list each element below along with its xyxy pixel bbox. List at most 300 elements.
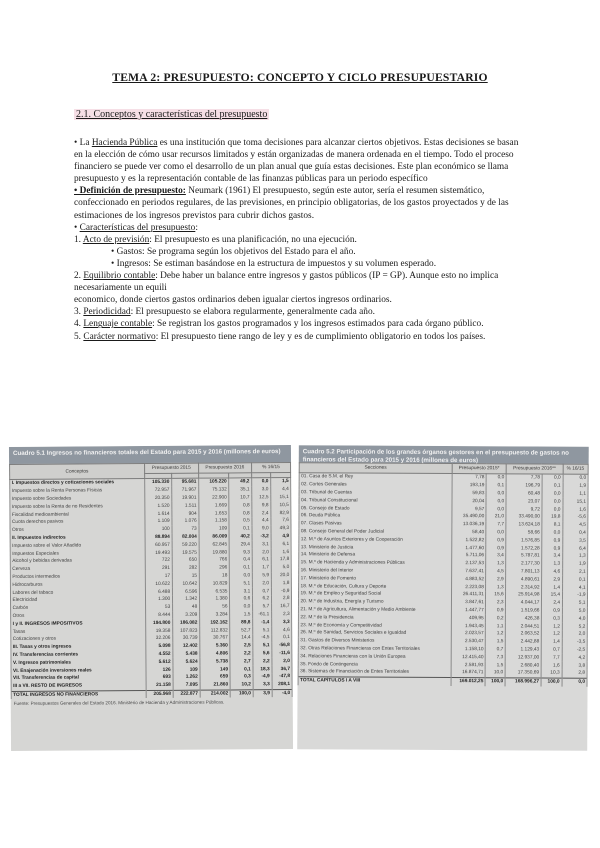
table-cell: 0,9 — [486, 544, 506, 552]
item-prevision — [74, 234, 526, 246]
table-cell: 05. Consejo de Estado — [299, 504, 452, 513]
table-cell: 2,4 — [541, 599, 562, 607]
table-cell: 8.444 — [145, 611, 172, 619]
table-cell: 0,1 — [229, 564, 252, 572]
paragraph-caracteristicas — [74, 222, 526, 234]
table-cell: 5,9 — [252, 572, 271, 580]
table-cell: 86.009 — [199, 533, 229, 541]
table-cell: TOTAL INGRESOS NO FINANCIEROS — [11, 690, 146, 699]
table-cell: 1.614 — [145, 510, 172, 518]
table-cell: TOTAL CAPÍTULOS I A VIII — [298, 676, 451, 685]
table-cell: 48 — [172, 603, 199, 611]
table-cell: 0,1 — [230, 665, 253, 673]
item-text: : Se registran los gastos programados y los ingresos estimados para cada órgano público. — [152, 319, 484, 330]
table-cell: 1,2 — [486, 630, 506, 638]
table-cell: 2.680,40 — [505, 661, 541, 669]
table-cell: 0,0 — [486, 498, 506, 506]
table-cell: 1,4 — [542, 584, 563, 592]
table-cell: 0,1 — [271, 634, 291, 642]
table-cell: 1.653 — [199, 510, 229, 518]
table-cell: 32.206 — [145, 635, 172, 643]
table-cell: 2,1 — [562, 568, 588, 576]
table-cell: 4,4 — [270, 486, 290, 494]
table-cell: 1,6 — [541, 662, 562, 670]
table-cell: 107.823 — [172, 627, 199, 635]
table-cell: 222.877 — [173, 690, 200, 698]
table-cell: 5,1 — [252, 626, 271, 634]
table-cell: 1.158 — [199, 517, 229, 525]
table-cell: 7,7 — [541, 654, 562, 662]
table-cell: 0,0 — [542, 474, 563, 482]
table-total-row — [298, 676, 587, 686]
item-normativo — [74, 331, 526, 343]
table-cell: 0,9 — [486, 607, 506, 615]
table-cell: 0,0 — [542, 490, 563, 498]
table-cell: 10,3 — [541, 669, 562, 677]
table-cell: 1,9 — [563, 482, 589, 490]
table-cell: 2.223,08 — [451, 583, 486, 591]
table-cell: 22. M.º de la Presidencia — [298, 614, 451, 623]
table-cell: 0,4 — [562, 529, 588, 537]
table-cell: 59,83 — [452, 490, 487, 498]
table-cell: 14. Ministerio de Defensa — [299, 551, 452, 560]
term-lenguaje: Lenguaje contable — [83, 319, 153, 330]
table-cell: 168.996,27 — [505, 678, 541, 686]
table-cell: 5.787,81 — [506, 552, 542, 560]
table-cell: 71.967 — [171, 486, 198, 494]
table-cell: III a VII. RESTO DE INGRESOS — [11, 682, 146, 691]
table-cell: 5,7 — [252, 603, 271, 611]
table-cell: Impuesto sobre Sociedades — [10, 495, 145, 504]
table-cell: 1,3 — [486, 560, 506, 568]
table-cell: 0,0 — [229, 572, 252, 580]
table-cell: 9,72 — [506, 506, 542, 514]
table-cell: 126 — [146, 666, 173, 674]
table-cell: 4,1 — [562, 584, 588, 592]
table-cell: -0,9 — [271, 587, 291, 595]
table-cell: 4,6 — [271, 626, 291, 634]
table-cell: II. Impuestos indirectos — [10, 534, 145, 543]
table-cell: 2.530,47 — [451, 638, 486, 646]
table-cell: 0,4 — [229, 556, 252, 564]
table-cell: 1,3 — [486, 583, 506, 591]
table-cell: 192.162 — [199, 619, 229, 627]
column-header: Secciones — [299, 463, 452, 474]
table-cell: 3,3 — [253, 681, 272, 689]
table-cell: 01. Casa de S.M. el Rey — [299, 473, 452, 482]
table-cell: 2,0 — [272, 657, 292, 665]
table-cell: 0,9 — [486, 537, 506, 545]
column-header: Presupuesto 2016 — [198, 463, 251, 473]
table-cell: 3.284 — [199, 611, 229, 619]
item-text: : El presupuesto tiene rango de ley y es de cumplimiento obligatorio en todos los países. — [155, 331, 486, 342]
table-cell: 58,40 — [452, 529, 487, 537]
table-caption: Cuadro 5.2 Participación de los grandes órganos gestores en el presupuesto de gastos no financieros del Estado para 2015 y 2016 (millones de euros) — [299, 445, 589, 464]
table-cell: 193,19 — [452, 482, 487, 490]
table-cell: 4,0 — [562, 615, 588, 623]
table-cell: 1,2 — [541, 630, 562, 638]
table-cell: 7.637,41 — [451, 568, 486, 576]
table-cell: 14,4 — [230, 634, 253, 642]
table-cell: Impuesto sobre el Valor Añadido — [10, 541, 145, 550]
table-cell: 3,9 — [253, 689, 272, 697]
table-cell: VII. Transferencias de capital — [11, 674, 146, 683]
table-cell: 2,5 — [230, 642, 253, 650]
table-cell: Electricidad — [10, 596, 145, 605]
table-cell: 1,2 — [541, 623, 562, 631]
table-cell: 26.411,31 — [451, 591, 486, 599]
table-cell: 21. M.º de Agricultura, Alimentación y Medio Ambiente — [298, 606, 451, 615]
table-cell: 5,1 — [562, 599, 588, 607]
table-cell: 1.109 — [145, 518, 172, 526]
table-cell: 1.511 — [172, 502, 199, 510]
table-cell: 16.874,71 — [451, 669, 486, 677]
table-cell: 1.300 — [145, 596, 172, 604]
table-cell: 2,7 — [230, 658, 253, 666]
table-cell: Hidrocarburos — [10, 580, 145, 589]
table-cell: 0,1 — [229, 525, 252, 533]
table-cell: 4,6 — [542, 568, 563, 576]
table-cell: 0,3 — [541, 615, 562, 623]
table-cell: 19.575 — [172, 549, 199, 557]
table-cell: 100 — [145, 526, 172, 534]
table-cell: 722 — [145, 557, 172, 565]
table-cell: 2.442,88 — [505, 638, 541, 646]
table-cell: 20,04 — [452, 497, 487, 505]
table-cell: 4.552 — [146, 650, 173, 658]
table-cell: 2.581,93 — [451, 661, 486, 669]
table-cell: 208,1 — [272, 681, 292, 689]
table-cell: 296 — [199, 564, 229, 572]
term-definicion: • Definición de presupuesto: — [74, 186, 186, 197]
table-cell: IV. Transferencias corrientes — [11, 651, 146, 660]
table-cell: 17,8 — [271, 556, 291, 564]
item-number: 3. — [74, 307, 84, 318]
term-equilibrio: Equilibrio contable — [83, 271, 156, 282]
table-cell: Tasas — [11, 627, 146, 636]
table-cell: 15 — [172, 572, 199, 580]
table-cell: 34. Relaciones Financieras con la Unión Europea — [298, 653, 451, 662]
paragraph-definicion — [74, 185, 526, 221]
table-cell: 3,4 — [486, 552, 506, 560]
table-cell: 5.438 — [173, 650, 200, 658]
table-cell: 0,0 — [251, 478, 270, 486]
table-cell: 1.477,60 — [451, 544, 486, 552]
table-cell: 6,1 — [271, 540, 291, 548]
table-cell: I. Impuestos directos y cotizaciones sociales — [10, 479, 145, 488]
table-cell: 32. Otras Relaciones Financieras con Entes Territoriales — [298, 645, 451, 654]
table-cell: 0,7 — [541, 646, 562, 654]
term-normativo: Carácter normativo — [83, 331, 156, 342]
item-text: : Debe haber un balance entre ingresos y gastos públicos (IP = GP). Aunque esto no implica necesariamente un equili — [74, 271, 499, 294]
table-cell: 12.415,40 — [451, 653, 486, 661]
table-cell: 2,8 — [271, 595, 291, 603]
table-cell: 17.350,69 — [505, 669, 541, 677]
table-cell: 5.711,06 — [451, 552, 486, 560]
table-cell: V. Ingresos patrimoniales — [11, 658, 146, 667]
table-cell: 1,4 — [541, 638, 562, 646]
table-cell: 1.943,45 — [451, 622, 486, 630]
table-cell: 100,0 — [230, 689, 253, 697]
item-number: 4. — [74, 319, 84, 330]
table-cell: 12,5 — [252, 494, 271, 502]
table-cell: 4,5 — [562, 521, 588, 529]
table-cell: 15,6 — [486, 591, 506, 599]
table-cell: 88.894 — [145, 533, 172, 541]
table-cell: 3,8 — [562, 662, 588, 670]
table-cell: 0,3 — [230, 673, 253, 681]
table-cell: 105.330 — [144, 478, 171, 486]
table-cell: 105.220 — [198, 478, 228, 487]
table-cell: 4,2 — [562, 654, 588, 662]
table-cell: 205.968 — [146, 690, 173, 698]
table-cell: 196,79 — [506, 482, 542, 490]
table-caption: Cuadro 5.1 Ingresos no financieros totales del Estado para 2015 y 2016 (millones de euros) — [9, 445, 291, 464]
paragraph-text: Neumark (1961) El presupuesto, según este autor, sería el resumen sistemático, confeccionado en periodos regulares, de las previsiones, en principio obligatorias, de los gastos proyectados y de las estimaciones de los ingresos previstos para cubrir dichos gastos. — [74, 186, 509, 221]
table-cell: 1.129,43 — [505, 646, 541, 654]
table-cell: 2,2 — [253, 657, 272, 665]
table-cell: 1.519,66 — [506, 607, 542, 615]
table-cell: 10,2 — [230, 681, 253, 689]
table-cell: 30.767 — [199, 634, 229, 642]
table-cell: Productos intermedios — [10, 573, 145, 582]
term-caracteristicas: Características del presupuesto — [79, 222, 196, 233]
table-cell: 52,7 — [230, 626, 253, 634]
table-cell: 0,9 — [542, 537, 563, 545]
column-header: % 16/15 — [563, 464, 589, 474]
table-cell: 49,2 — [229, 478, 252, 486]
table-cell: 23,07 — [506, 498, 542, 506]
table-cell: 3,3 — [271, 618, 291, 626]
table-cell: 1,8 — [271, 579, 291, 587]
table-cell: 0,9 — [541, 607, 562, 615]
table-cell: 9,3 — [229, 548, 252, 556]
table-cell: 03. Tribunal de Cuentas — [299, 489, 452, 498]
table-cell: III. Tasas y otros ingresos — [11, 643, 146, 652]
item-equilibrio-cont: economico, donde ciertos gastos ordinarios deben igualar ciertos ingresos ordinarios. — [74, 295, 392, 306]
table-cell: 4.044,17 — [506, 599, 542, 607]
table-cell: 1,9 — [562, 560, 588, 568]
table-cell: 07. Clases Pasivas — [299, 520, 452, 529]
table-cell: 2.137,53 — [451, 560, 486, 568]
table-cell: 26. M.º de Sanidad, Servicios Sociales e Igualdad — [298, 629, 451, 638]
table-cell: 5.098 — [145, 643, 172, 651]
table-cell: 4.890,61 — [506, 576, 542, 584]
table-cell: 06. Deuda Pública — [299, 512, 452, 521]
paragraph-text: es una institución que toma decisiones para alcanzar ciertos objetivos. Estas decisiones se basan en la elección de cómo usar recursos limitados y están organizadas de manera ordenada en el tiempo. Todo el proceso financiero se puede ver como el desarrollo de un plan anual que guía estas decisiones. Este plan económico se llama presupuesto y es la representación contable de las finanzas públicas para un periodo específico — [74, 138, 519, 185]
item-lenguaje — [74, 318, 526, 330]
table-cell: 2,3 — [271, 611, 291, 619]
table-cell: 5.612 — [146, 658, 173, 666]
table-cell: 2.023,57 — [451, 630, 486, 638]
table-cell: 10,7 — [229, 494, 252, 502]
table-cell: 5.360 — [200, 642, 230, 650]
table-cell: 13. Ministerio de Justicia — [299, 543, 452, 552]
term-hacienda-publica: Hacienda Pública — [91, 138, 158, 148]
table-cell: 4,5 — [486, 568, 506, 576]
ingresos-table — [9, 462, 293, 699]
table-cell: 5,0 — [271, 564, 291, 572]
gastos-table — [298, 462, 589, 686]
table-cell: -1,4 — [252, 619, 271, 627]
column-header: Presupuesto 2015* — [452, 464, 506, 474]
table-cell: Otros — [10, 526, 145, 535]
table-cell: 7,3 — [485, 654, 505, 662]
table-cell: 58,66 — [506, 529, 542, 537]
table-cell: 72.957 — [144, 487, 171, 495]
table-cell: 0,0 — [542, 529, 563, 537]
table-cell: 31. Gastos de Diversos Ministerios — [298, 637, 451, 646]
table-cell: I y II. INGRESOS IMPOSITIVOS — [11, 619, 146, 628]
table-cell: 8,1 — [542, 521, 563, 529]
table-cell: 19.358 — [145, 627, 172, 635]
table-cell: -3,5 — [562, 638, 588, 646]
item-number: 5. — [74, 331, 84, 342]
table-cell: 766 — [199, 556, 229, 564]
table-cell: 13.036,19 — [452, 521, 487, 529]
table-cell: 9,57 — [452, 505, 487, 513]
table-cell: 7,78 — [452, 474, 487, 482]
table-cell: 35. Fondo de Contingencia — [298, 660, 451, 669]
table-cell: 5.738 — [200, 658, 230, 666]
paragraph-hacienda — [74, 137, 526, 185]
table-cell: 10,0 — [485, 669, 505, 677]
table-cell: 95.681 — [171, 478, 198, 486]
table-cell: 10,5 — [271, 501, 291, 509]
table-gastos-photo — [297, 445, 589, 751]
table-cell: 0,7 — [252, 587, 271, 595]
table-cell: 2,2 — [230, 650, 253, 658]
table-cell: 4.806 — [200, 650, 230, 658]
table-cell: 19.901 — [171, 494, 198, 502]
table-cell: 0,0 — [486, 474, 506, 482]
table-cell: 6,4 — [562, 545, 588, 553]
table-cell: 25.914,98 — [506, 591, 542, 599]
table-cell: 4.883,52 — [451, 575, 486, 583]
table-cell: Impuesto sobre la Renta Personas Físicas — [10, 487, 145, 496]
table-cell: 1.522,82 — [452, 536, 487, 544]
table-cell: -5,6 — [562, 514, 588, 522]
table-cell: 1.572,28 — [506, 545, 542, 553]
table-cell: 0,6 — [229, 595, 252, 603]
table-cell: 62.845 — [199, 541, 229, 549]
body-text — [74, 137, 526, 343]
page-title: TEMA 2: PRESUPUESTO: CONCEPTO Y CICLO PRESUPUESTARIO — [112, 71, 488, 84]
table-cell: 7,78 — [506, 474, 542, 482]
table-cell: 100,0 — [541, 678, 562, 686]
table-cell: 19.493 — [145, 549, 172, 557]
item-text: : El presupuesto se elabora regularmente, generalmente cada año. — [130, 307, 375, 318]
table-cell: 3.847,61 — [451, 599, 486, 607]
table-cell: 6.535 — [199, 588, 229, 596]
table-cell: 35.490,00 — [452, 513, 487, 521]
table-cell: 6.596 — [172, 588, 199, 596]
table-cell: 112.832 — [199, 627, 229, 635]
table-cell: 659 — [200, 673, 230, 681]
table-cell: 0,9 — [542, 545, 563, 553]
table-cell: 21.158 — [146, 682, 173, 690]
table-cell: 30.739 — [172, 635, 199, 643]
table-cell: 2,8 — [562, 670, 588, 678]
table-cell: 1,5 — [270, 478, 290, 486]
table-cell: 49,3 — [271, 525, 291, 533]
table-cell: 12.402 — [172, 642, 199, 650]
table-cell: 0,5 — [229, 517, 252, 525]
table-cell: 19,8 — [542, 514, 563, 522]
table-cell: 0,0 — [230, 603, 253, 611]
table-cell: 0,1 — [486, 482, 506, 490]
table-cell: 7,6 — [271, 517, 291, 525]
item-number: 2. — [74, 271, 84, 282]
table-ingresos-photo — [9, 445, 293, 751]
table-cell: 12. M.º de Asuntos Exteriores y de Cooperación — [299, 536, 452, 545]
table-cell: 0,1 — [562, 576, 588, 584]
table-cell: 4,9 — [271, 533, 291, 541]
table-cell: 73 — [172, 525, 199, 533]
table-cell: 1,5 — [486, 638, 506, 646]
table-cell: 82,9 — [271, 509, 291, 517]
table-cell: 2.314,92 — [506, 583, 542, 591]
table-cell: 17 — [145, 572, 172, 580]
table-cell: 3.209 — [172, 611, 199, 619]
table-cell: 15,1 — [270, 494, 290, 502]
table-cell: 1.342 — [172, 596, 199, 604]
table-cell: 3,5 — [562, 537, 588, 545]
table-cell: 82.004 — [172, 533, 199, 541]
table-cell: 1,5 — [485, 661, 505, 669]
table-cell: 0,0 — [486, 505, 506, 513]
table-cell: Labores del tabaco — [10, 588, 145, 597]
table-cell: Alcohol y bebidas derivadas — [10, 557, 145, 566]
section-heading: 2.1. Conceptos y características del presupuesto — [76, 109, 268, 120]
column-header: Presupuesto 2015 — [144, 463, 198, 473]
table-cell: 214.002 — [200, 689, 230, 698]
table-cell: 282 — [172, 564, 199, 572]
term-prevision: Acto de previsión — [82, 234, 150, 245]
table-cell: 60,48 — [506, 490, 542, 498]
table-cell: 5,2 — [562, 623, 588, 631]
table-cell: 18. M.º de Educación, Cultura y Deporte — [299, 582, 452, 591]
table-cell: 0,0 — [542, 506, 563, 514]
table-cell: -4,0 — [272, 689, 292, 697]
table-cell: 0,7 — [486, 646, 506, 654]
table-cell: 1,6 — [271, 548, 291, 556]
table-cell: 89,8 — [230, 619, 253, 627]
table-cell: 56 — [199, 603, 229, 611]
table-cell: 15,1 — [562, 498, 588, 506]
table-cell: 18,3 — [253, 665, 272, 673]
table-cell: 12.937,00 — [505, 654, 541, 662]
table-cell: 3,1 — [252, 541, 271, 549]
table-cell: 1.380 — [199, 595, 229, 603]
table-cell: 21,0 — [486, 513, 506, 521]
table-cell: 20. M.º de Industria, Energía y Turismo — [298, 598, 451, 607]
table-cell: 0,1 — [542, 482, 563, 490]
table-cell: 9,0 — [252, 525, 271, 533]
table-cell: 16,7 — [271, 603, 291, 611]
table-cell: 6,2 — [252, 595, 271, 603]
table-cell: 15. M.º de Hacienda y Administraciones Públicas — [299, 559, 452, 568]
table-cell: 3,4 — [542, 552, 563, 560]
table-cell: 4,4 — [252, 517, 271, 525]
item-periodicidad — [74, 306, 526, 318]
paragraph-text: : — [195, 222, 198, 233]
table-cell: 1.520 — [145, 502, 172, 510]
table-cell: 08. Consejo General del Poder Judicial — [299, 528, 452, 537]
table-cell: 1,1 — [563, 490, 589, 498]
table-cell: 109 — [173, 666, 200, 674]
table-cell: -4,5 — [253, 634, 272, 642]
